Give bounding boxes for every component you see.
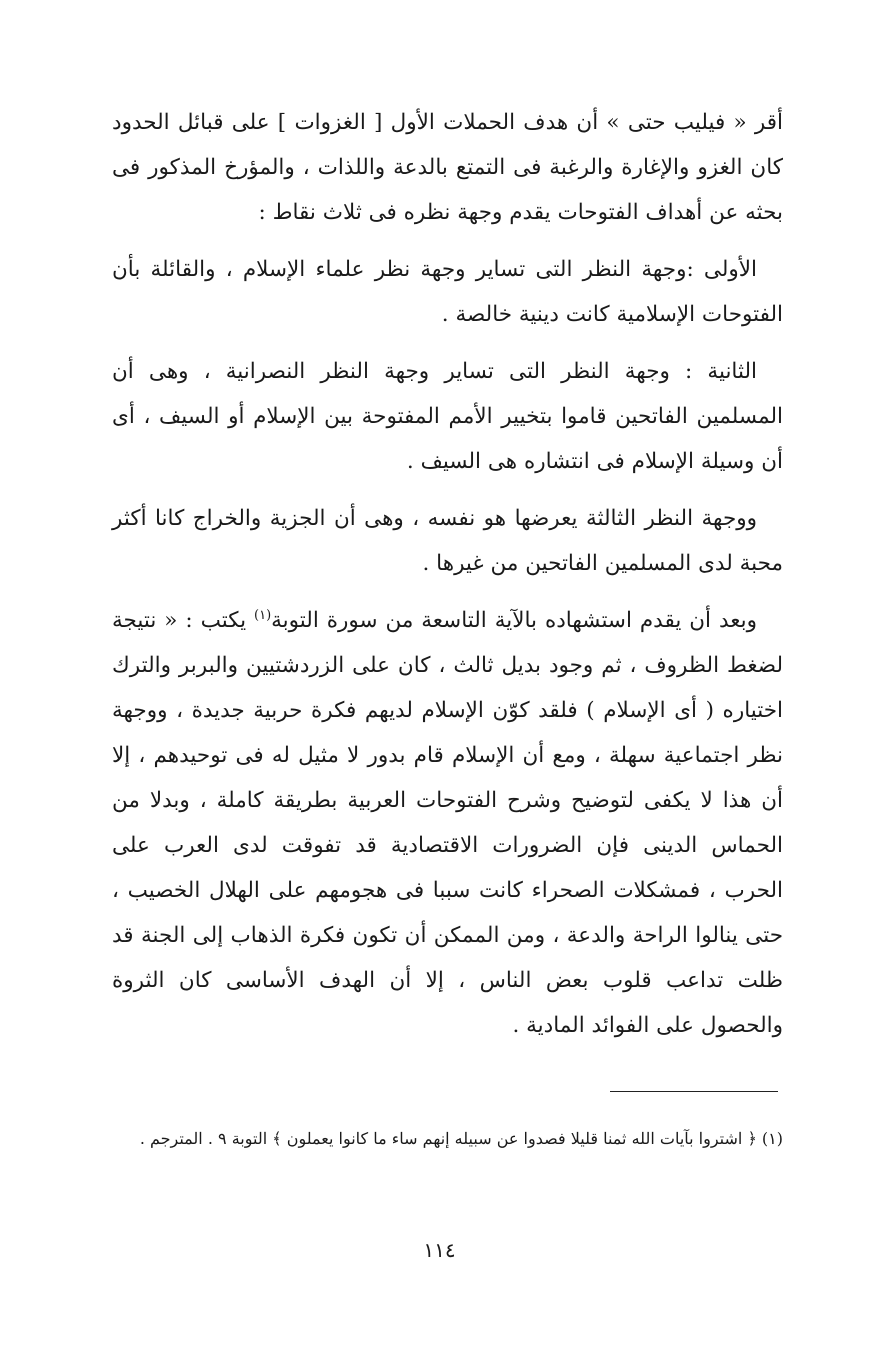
quote-text: يكتب : « نتيجة لضغط الظروف ، ثم وجود بديل ثالث ، كان على الزردشتيين والبربر والترك اختياره ( أى الإسلام ) فلقد كوّن الإسلام لديهم فكرة حربية جديدة ، ووجهة نظر اجتماعية سهلة ، ومع أن الإسلام قام بدور لا مثيل له فى توحيدهم ، إلا أن هذا لا يكفى لتوضيح وشرح الفتوحات العربية بطريقة كاملة ، وبدلا من الحماس الدينى فإن الضرورات الاقتصادية قد تفوقت لدى العرب على الحرب ، فمشكلات الصحراء كانت سببا فى هجومهم على الهلال الخصيب ، حتى ينالوا الراحة والدعة ، ومن الممكن أن تكون فكرة الذهاب إلى الجنة قد ظلت تداعب قلوب بعض الناس ، إلا أن الهدف الأساسى كان الثروة والحصول على الفوائد المادية . xyxy=(112,608,783,1038)
quote-lead: وبعد أن يقدم استشهاده بالآية التاسعة من سورة التوبة xyxy=(271,608,757,633)
paragraph-1: أقر « فيليب حتى » أن هدف الحملات الأول [ الغزوات ] على قبائل الحدود كان الغزو والإغارة والرغبة فى التمتع بالدعة واللذات ، والمؤرخ المذكور فى بحثه عن أهداف الفتوحات يقدم وجهة نظره فى ثلاث نقاط : xyxy=(112,110,783,225)
paragraph-5 xyxy=(112,598,783,1048)
footnote-divider xyxy=(610,1091,778,1092)
page-number: ١١٤ xyxy=(423,1238,456,1262)
paragraph-3: الثانية : وجهة النظر التى تساير وجهة النظر النصرانية ، وهى أن المسلمين الفاتحين قاموا بتخيير الأمم المفتوحة بين الإسلام أو السيف ، أى أن وسيلة الإسلام فى انتشاره هى السيف . xyxy=(112,359,783,474)
paragraph-4: ووجهة النظر الثالثة يعرضها هو نفسه ، وهى أن الجزية والخراج كانا أكثر محبة لدى المسلمين الفاتحين من غيرها . xyxy=(112,506,783,576)
footnote: (١) ﴿ اشتروا بآيات الله ثمنا قليلا فصدوا عن سبيله إنهم ساء ما كانوا يعملون ﴾ التوبة ٩ . المترجم . xyxy=(139,1129,783,1148)
footnote-reference[interactable]: (١) xyxy=(254,607,272,623)
paragraph-2: الأولى :وجهة النظر التى تساير وجهة نظر علماء الإسلام ، والقائلة بأن الفتوحات الإسلامية كانت دينية خالصة . xyxy=(112,257,783,327)
main-text xyxy=(112,100,783,1060)
